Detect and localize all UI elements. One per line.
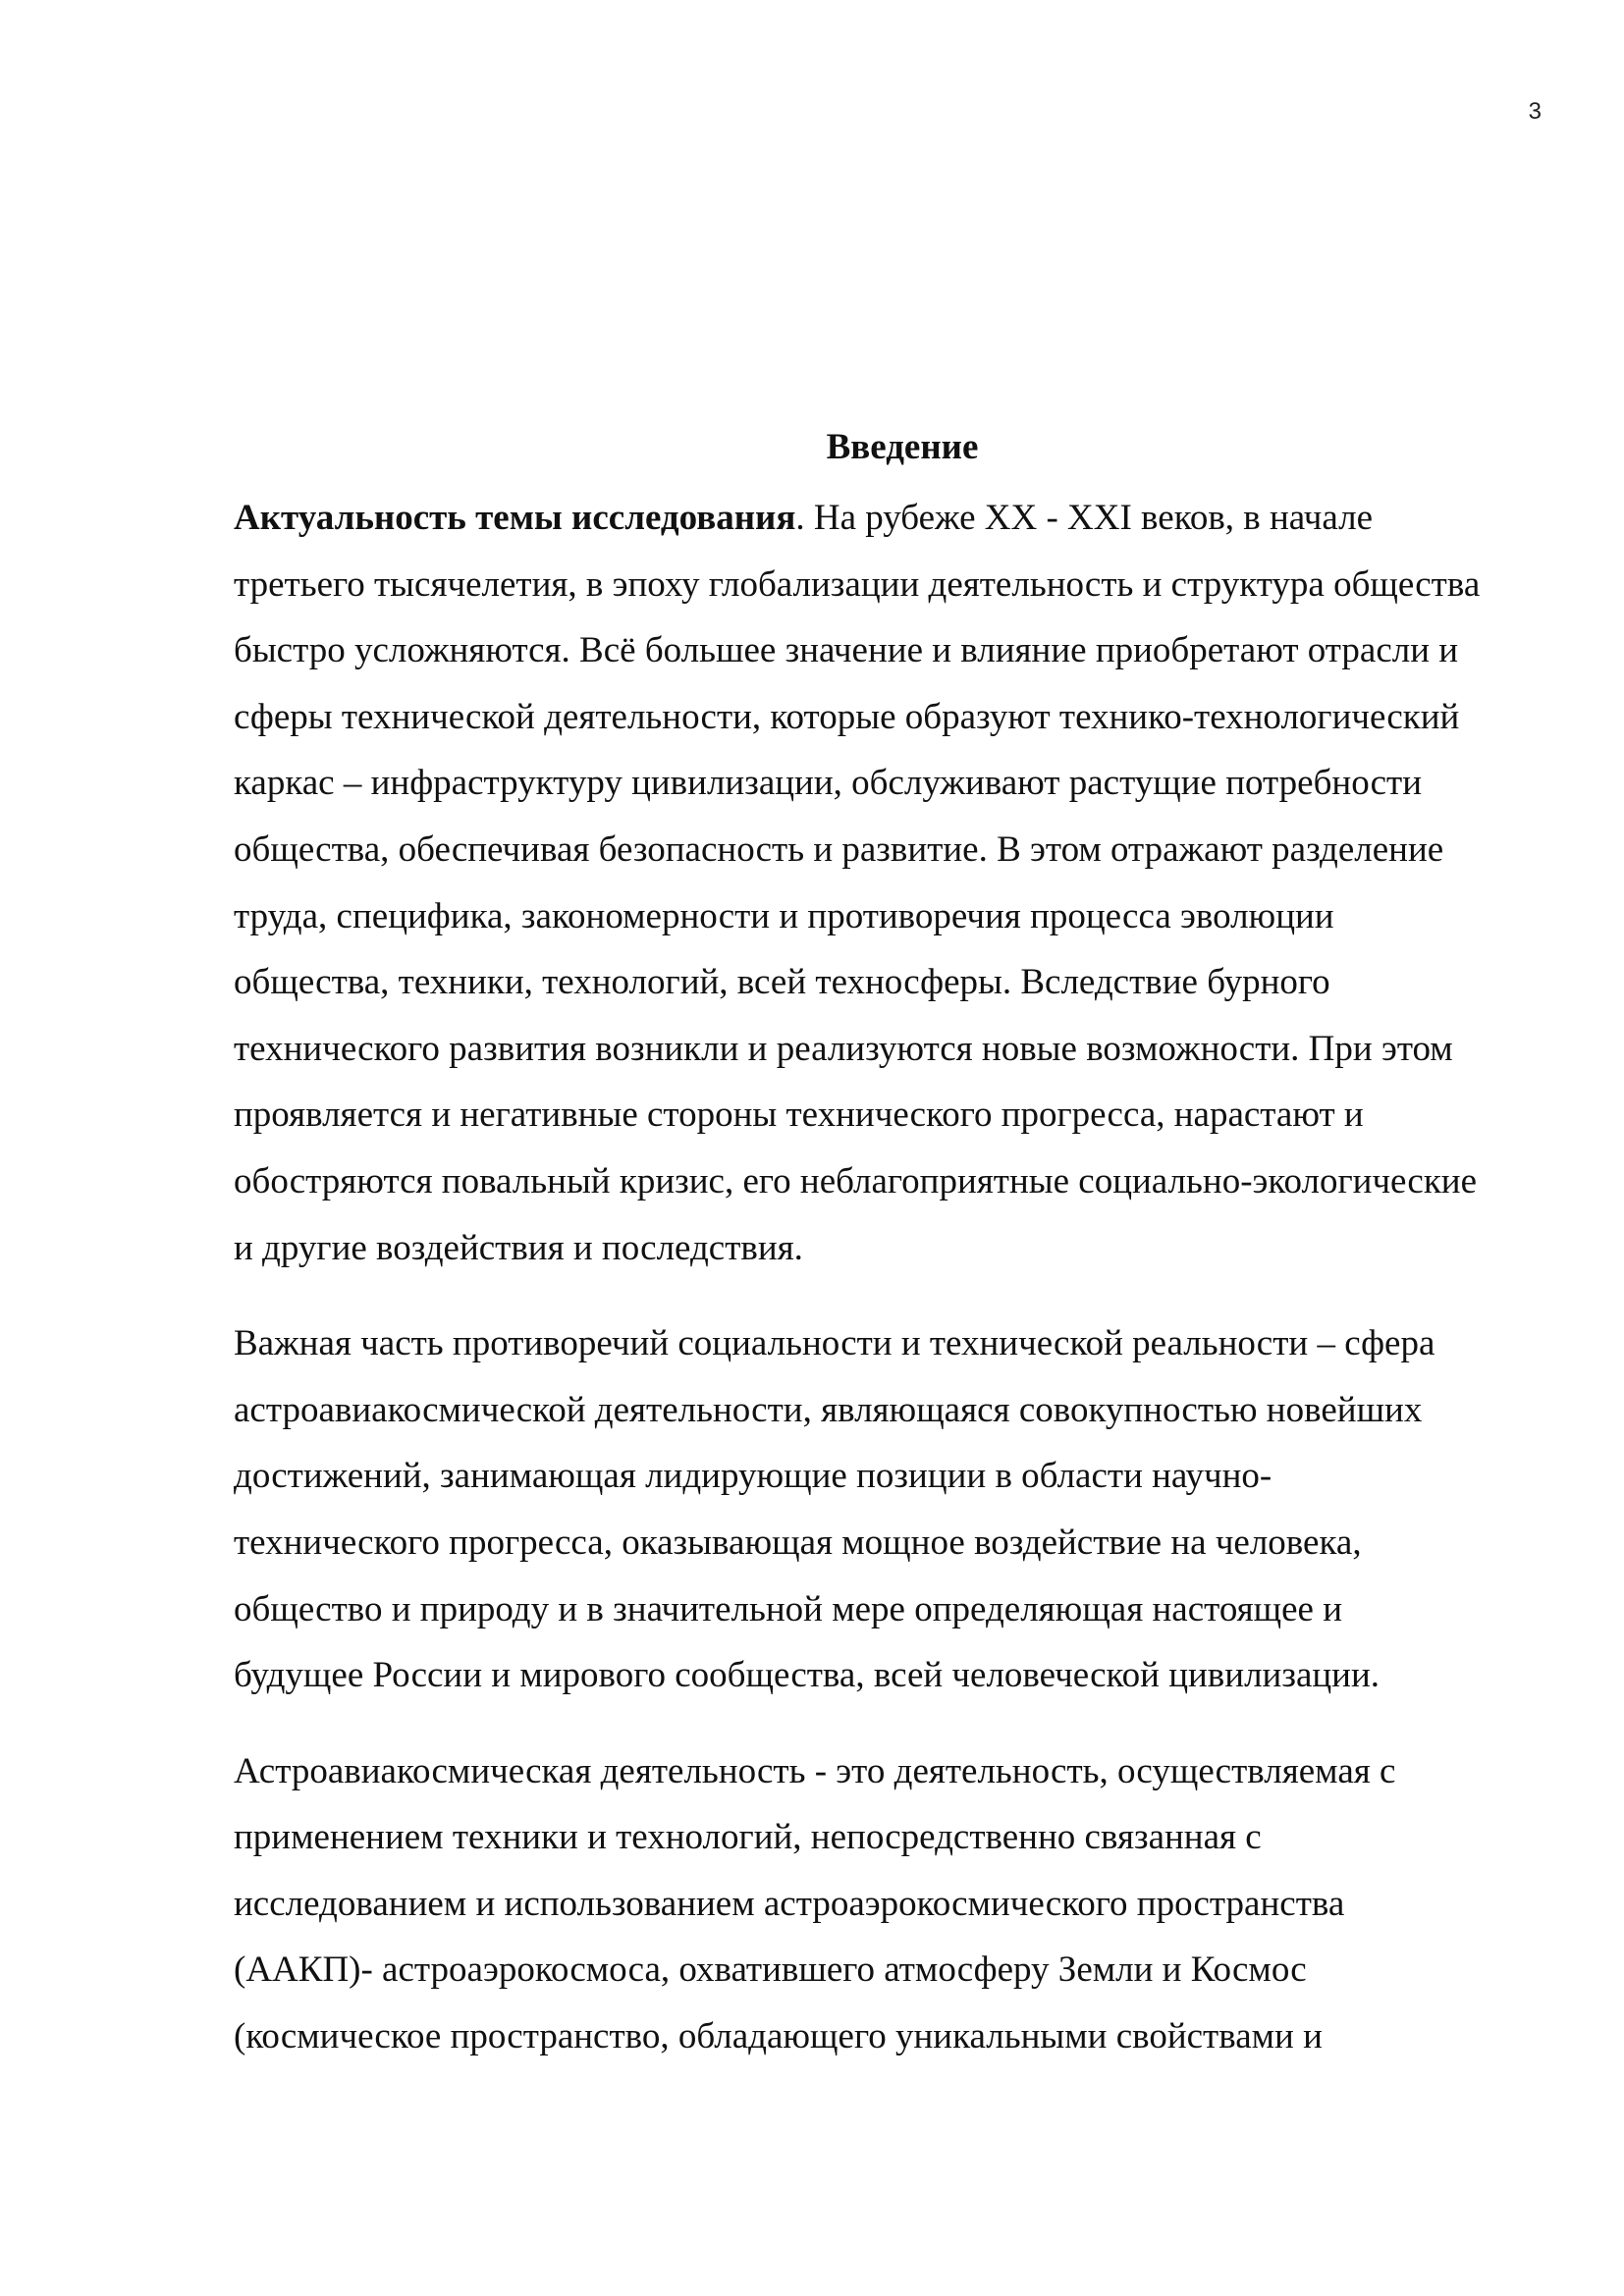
paragraph-line: и другие воздействия и последствия.	[234, 1227, 803, 1268]
paragraph-line: астроавиакосмической деятельности, являющаяся совокупностью новейших	[234, 1389, 1423, 1430]
paragraph-definition	[234, 1738, 1571, 2070]
paragraph-line: общества, обеспечивая безопасность и развитие. В этом отражают разделение	[234, 828, 1444, 870]
page-number: 3	[1528, 98, 1542, 125]
paragraph-line: исследованием и использованием астроаэрокосмического пространства	[234, 1883, 1345, 1924]
paragraph-line: Важная часть противоречий социальности и технической реальности – сфера	[234, 1323, 1435, 1364]
paragraph-line: технического развития возникли и реализуются новые возможности. При этом	[234, 1028, 1453, 1069]
paragraph-line: сферы технической деятельности, которые образуют технико-технологический	[234, 696, 1460, 737]
paragraph-line: (ААКП)- астроаэрокосмоса, охватившего атмосферу Земли и Космос	[234, 1949, 1307, 1991]
paragraph-line: общество и природу и в значительной мере определяющая настоящее и	[234, 1588, 1343, 1629]
paragraph-line	[234, 485, 1571, 552]
relevance-lead-term: Актуальность темы исследования	[234, 498, 796, 538]
paragraph-line: каркас – инфраструктуру цивилизации, обслуживают растущие потребности	[234, 763, 1423, 804]
paragraph-relevance	[234, 485, 1571, 1281]
paragraph-line: (космическое пространство, обладающего уникальными свойствами и	[234, 2016, 1323, 2057]
section-heading: Введение	[826, 427, 979, 467]
paragraph-line: общества, техники, технологий, всей техносферы. Вследствие бурного	[234, 962, 1330, 1003]
paragraph-line: достижений, занимающая лидирующие позиции в области научно-	[234, 1456, 1272, 1497]
paragraph-line: технического прогресса, оказывающая мощное воздействие на человека,	[234, 1522, 1362, 1563]
paragraph-line: проявляется и негативные стороны технического прогресса, нарастают и	[234, 1095, 1364, 1136]
paragraph-line: Астроавиакосмическая деятельность - это деятельность, осуществляемая с	[234, 1750, 1396, 1791]
paragraph-line: применением техники и технологий, непосредственно связанная с	[234, 1817, 1262, 1858]
paragraph-line: будущее России и мирового сообщества, всей человеческой цивилизации.	[234, 1655, 1380, 1696]
document-body	[234, 422, 1571, 2100]
paragraph-line: обостряются повальный кризис, его неблагоприятные социально-экологические	[234, 1160, 1478, 1201]
line-text: . На рубеже XX - XXI веков, в начале	[795, 498, 1373, 538]
paragraph-line: третьего тысячелетия, в эпоху глобализации деятельность и структура общества	[234, 563, 1481, 605]
paragraph-contradictions	[234, 1310, 1571, 1709]
paragraph-line: быстро усложняются. Всё большее значение и влияние приобретают отрасли и	[234, 630, 1459, 671]
paragraph-line: труда, специфика, закономерности и противоречия процесса эволюции	[234, 895, 1334, 936]
